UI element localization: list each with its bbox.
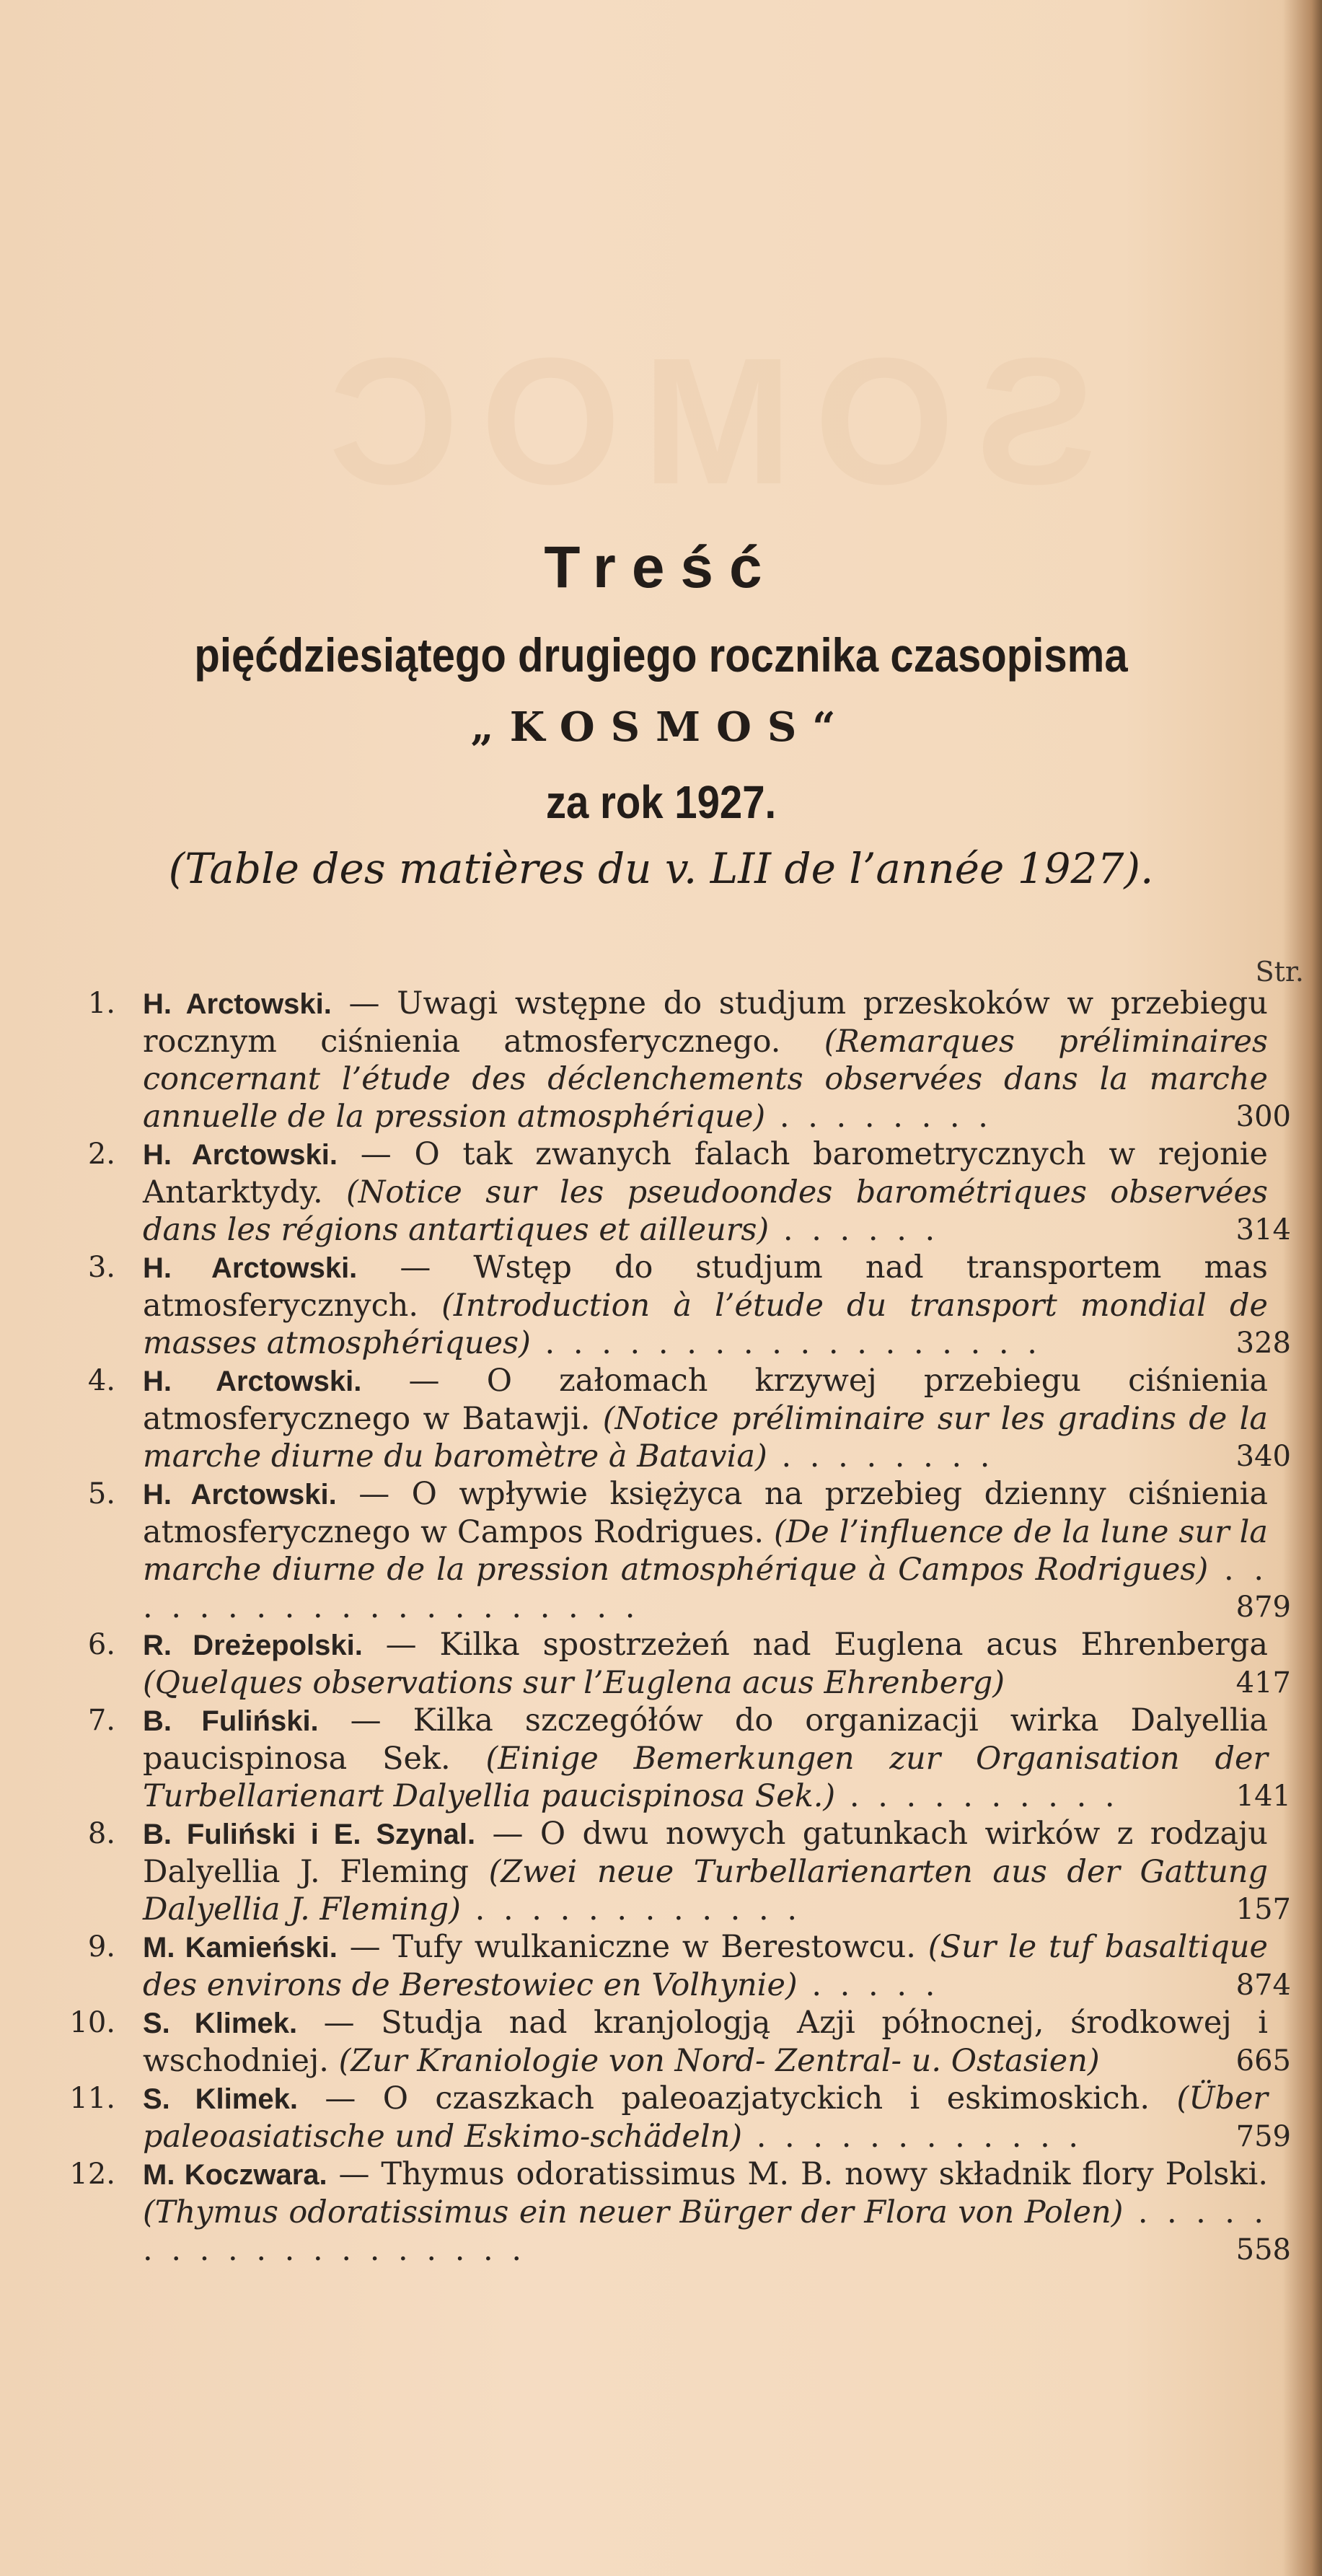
entry-leader-dots: . . . . . . . . . . . . — [742, 2119, 1083, 2155]
toc-entry — [58, 1475, 1291, 1626]
entry-number: 1. — [87, 987, 115, 1020]
entry-polish-title: — O wpływie księżyca na przebieg dzienny ciśnienia atmosferycznego w Campos Rodrigues. — [143, 1476, 1268, 1550]
entry-page-number: 340 — [1235, 1440, 1291, 1473]
entry-polish-title: — Studja nad kranjologją Azji północnej, środkowej i wschodniej. — [143, 2005, 1268, 2079]
entry-text — [143, 1815, 1268, 1928]
entry-author: S. Klimek. — [143, 2083, 298, 2115]
show-through-bleed: SOMOC — [307, 320, 1096, 522]
toc-entry — [58, 1815, 1291, 1928]
toc-entry — [58, 1928, 1291, 2004]
entry-text — [143, 1626, 1268, 1702]
entry-polish-title: — Wstęp do studjum nad transportem mas atmosferycznych. — [143, 1249, 1268, 1324]
entry-author: R. Dreżepolski. — [143, 1630, 363, 1661]
entry-foreign-title: (Zwei neue Turbellarienarten aus der Gattung Dalyellia J. Fleming) — [143, 1854, 1268, 1927]
entry-polish-title: — O dwu nowych gatunkach wirków z rodzaju Dalyellia J. Fleming — [143, 1816, 1268, 1890]
entry-foreign-title: (Notice préliminaire sur les gradins de la marche diurne du baromètre à Batavia) — [143, 1401, 1268, 1474]
entry-leader-dots: . . . . . . . . . . . . . . . . . . . . — [143, 1552, 1268, 1625]
entry-author: M. Kamieński. — [143, 1932, 338, 1964]
entry-page-number: 300 — [1235, 1100, 1291, 1133]
page-subtitle: pięćdziesiątego drugiego rocznika czasopisma — [194, 628, 1128, 682]
entry-text — [143, 2155, 1268, 2269]
entry-number: 9. — [87, 1930, 115, 1964]
entry-polish-title: — O tak zwanych falach barometrycznych w rejonie Antarktydy. — [143, 1136, 1268, 1210]
entry-text — [143, 2004, 1268, 2080]
toc-entry — [58, 1626, 1291, 1702]
entry-author: B. Fuliński i E. Szynal. — [143, 1819, 476, 1850]
entry-polish-title: — Tufy wulkaniczne w Berestowcu. — [337, 1929, 928, 1965]
entry-number: 8. — [87, 1817, 115, 1850]
entry-page-number: 141 — [1235, 1780, 1291, 1813]
toc-entry — [58, 1702, 1291, 1815]
entry-author: M. Koczwara. — [143, 2159, 327, 2191]
entry-number: 6. — [87, 1628, 115, 1661]
entry-foreign-title: (Thymus odoratissimus ein neuer Bürger der Flora von Polen) — [143, 2194, 1124, 2230]
entry-leader-dots: . . . . . . . . . . — [835, 1778, 1119, 1814]
entry-foreign-title: (Notice sur les pseudoondes barométriques observées dans les régions antartiques et ailleurs) — [143, 1174, 1269, 1248]
entry-leader-dots: . . . . . . . . . . . . . . . . . . . — [143, 2194, 1268, 2268]
entry-foreign-title: (Zur Kraniologie von Nord- Zentral- u. Ostasien) — [338, 2043, 1100, 2079]
entry-leader-dots: . . . . . . . . — [765, 1099, 992, 1135]
toc-entry — [58, 2004, 1291, 2080]
entry-author: H. Arctowski. — [143, 1139, 338, 1171]
entry-author: H. Arctowski. — [143, 1366, 362, 1397]
entry-number: 7. — [87, 1704, 115, 1737]
entry-author: S. Klimek. — [143, 2008, 298, 2039]
entry-leader-dots: . . . . . . . . . . . . — [460, 1891, 802, 1927]
entry-page-number: 157 — [1235, 1893, 1291, 1926]
entry-number: 3. — [87, 1251, 115, 1284]
entry-polish-title: — Uwagi wstępne do studjum przeskoków w przebiegu rocznym ciśnienia atmosferycznego. — [143, 985, 1268, 1060]
entry-author: H. Arctowski. — [143, 1479, 337, 1511]
page-title: Treść — [544, 535, 778, 600]
entry-leader-dots: . . . . . . — [769, 1212, 940, 1248]
french-title: (Table des matières du v. LII de l’année 1927). — [168, 844, 1154, 893]
entry-text — [143, 1362, 1268, 1475]
entry-foreign-title: (De l’influence de la lune sur la marche diurne de la pression atmosphérique à Campos Rodrigues) — [143, 1514, 1269, 1588]
entry-text — [143, 1928, 1268, 2004]
entry-text — [143, 985, 1268, 1135]
entry-leader-dots: . . . . . . . . . . . . . . . . . . — [530, 1325, 1041, 1361]
entry-page-number: 759 — [1235, 2120, 1291, 2153]
entry-text — [143, 1135, 1268, 1249]
entry-foreign-title: (Introduction à l’étude du transport mondial de masses atmosphériques) — [143, 1288, 1268, 1361]
toc-entry — [58, 1135, 1291, 1249]
entry-number: 4. — [87, 1364, 115, 1397]
entry-leader-dots: . . . . . — [797, 1967, 940, 2003]
toc-entry — [58, 985, 1291, 1135]
entry-foreign-title: (Einige Bemerkungen zur Organisation der Turbellarienart Dalyellia paucispinosa Sek.) — [143, 1741, 1268, 1814]
entry-author: H. Arctowski. — [143, 988, 332, 1020]
entry-page-number: 314 — [1235, 1213, 1291, 1247]
year-line: za rok 1927. — [545, 776, 777, 828]
entry-author: H. Arctowski. — [143, 1252, 358, 1284]
entry-polish-title: — O załomach krzywej przebiegu ciśnienia atmosferycznego w Batawji. — [143, 1363, 1268, 1437]
entry-page-number: 328 — [1235, 1327, 1291, 1360]
entry-text — [143, 1702, 1268, 1815]
entry-page-number: 665 — [1235, 2044, 1291, 2078]
entry-number: 5. — [87, 1477, 115, 1511]
entry-foreign-title: (Quelques observations sur l’Euglena acus Ehrenberg) — [143, 1665, 1005, 1701]
table-of-contents — [58, 985, 1291, 2269]
entry-text — [143, 1249, 1268, 1362]
entry-foreign-title: (Sur le tuf basaltique des environs de Berestowiec en Volhynie) — [143, 1929, 1268, 2003]
toc-entry — [58, 2080, 1291, 2155]
entry-author: B. Fuliński. — [143, 1705, 319, 1737]
journal-name: „KOSMOS“ — [470, 703, 852, 751]
entry-polish-title: — Kilka spostrzeżeń nad Euglena acus Ehrenberga — [362, 1627, 1268, 1663]
toc-entry — [58, 2155, 1291, 2269]
entry-leader-dots: . . . . . . . . — [767, 1438, 995, 1474]
page-column-label: Str. — [1255, 956, 1304, 988]
entry-polish-title: — O czaszkach paleoazjatyckich i eskimoskich. — [297, 2080, 1177, 2116]
entry-page-number: 879 — [1235, 1591, 1291, 1624]
entry-text — [143, 2080, 1268, 2155]
entry-polish-title: — Thymus odoratissimus M. B. nowy składnik flory Polski. — [327, 2156, 1268, 2192]
entry-page-number: 417 — [1235, 1666, 1291, 1700]
entry-page-number: 558 — [1235, 2233, 1291, 2267]
entry-foreign-title: (Remarques préliminaires concernant l’étude des déclenchements observées dans la marche annuelle de la pression atmosphérique) — [143, 1024, 1268, 1135]
entry-number: 10. — [69, 2006, 115, 2039]
entry-number: 11. — [69, 2082, 115, 2115]
entry-number: 2. — [87, 1138, 115, 1171]
entry-text — [143, 1475, 1268, 1626]
toc-entry — [58, 1362, 1291, 1475]
entry-number: 12. — [69, 2158, 115, 2191]
entry-page-number: 874 — [1235, 1969, 1291, 2002]
toc-entry — [58, 1249, 1291, 1362]
entry-foreign-title: (Über paleoasiatische und Eskimo-schädeln) — [143, 2080, 1268, 2155]
entry-polish-title: — Kilka szczegółów do organizacji wirka Dalyellia paucispinosa Sek. — [143, 1702, 1269, 1777]
